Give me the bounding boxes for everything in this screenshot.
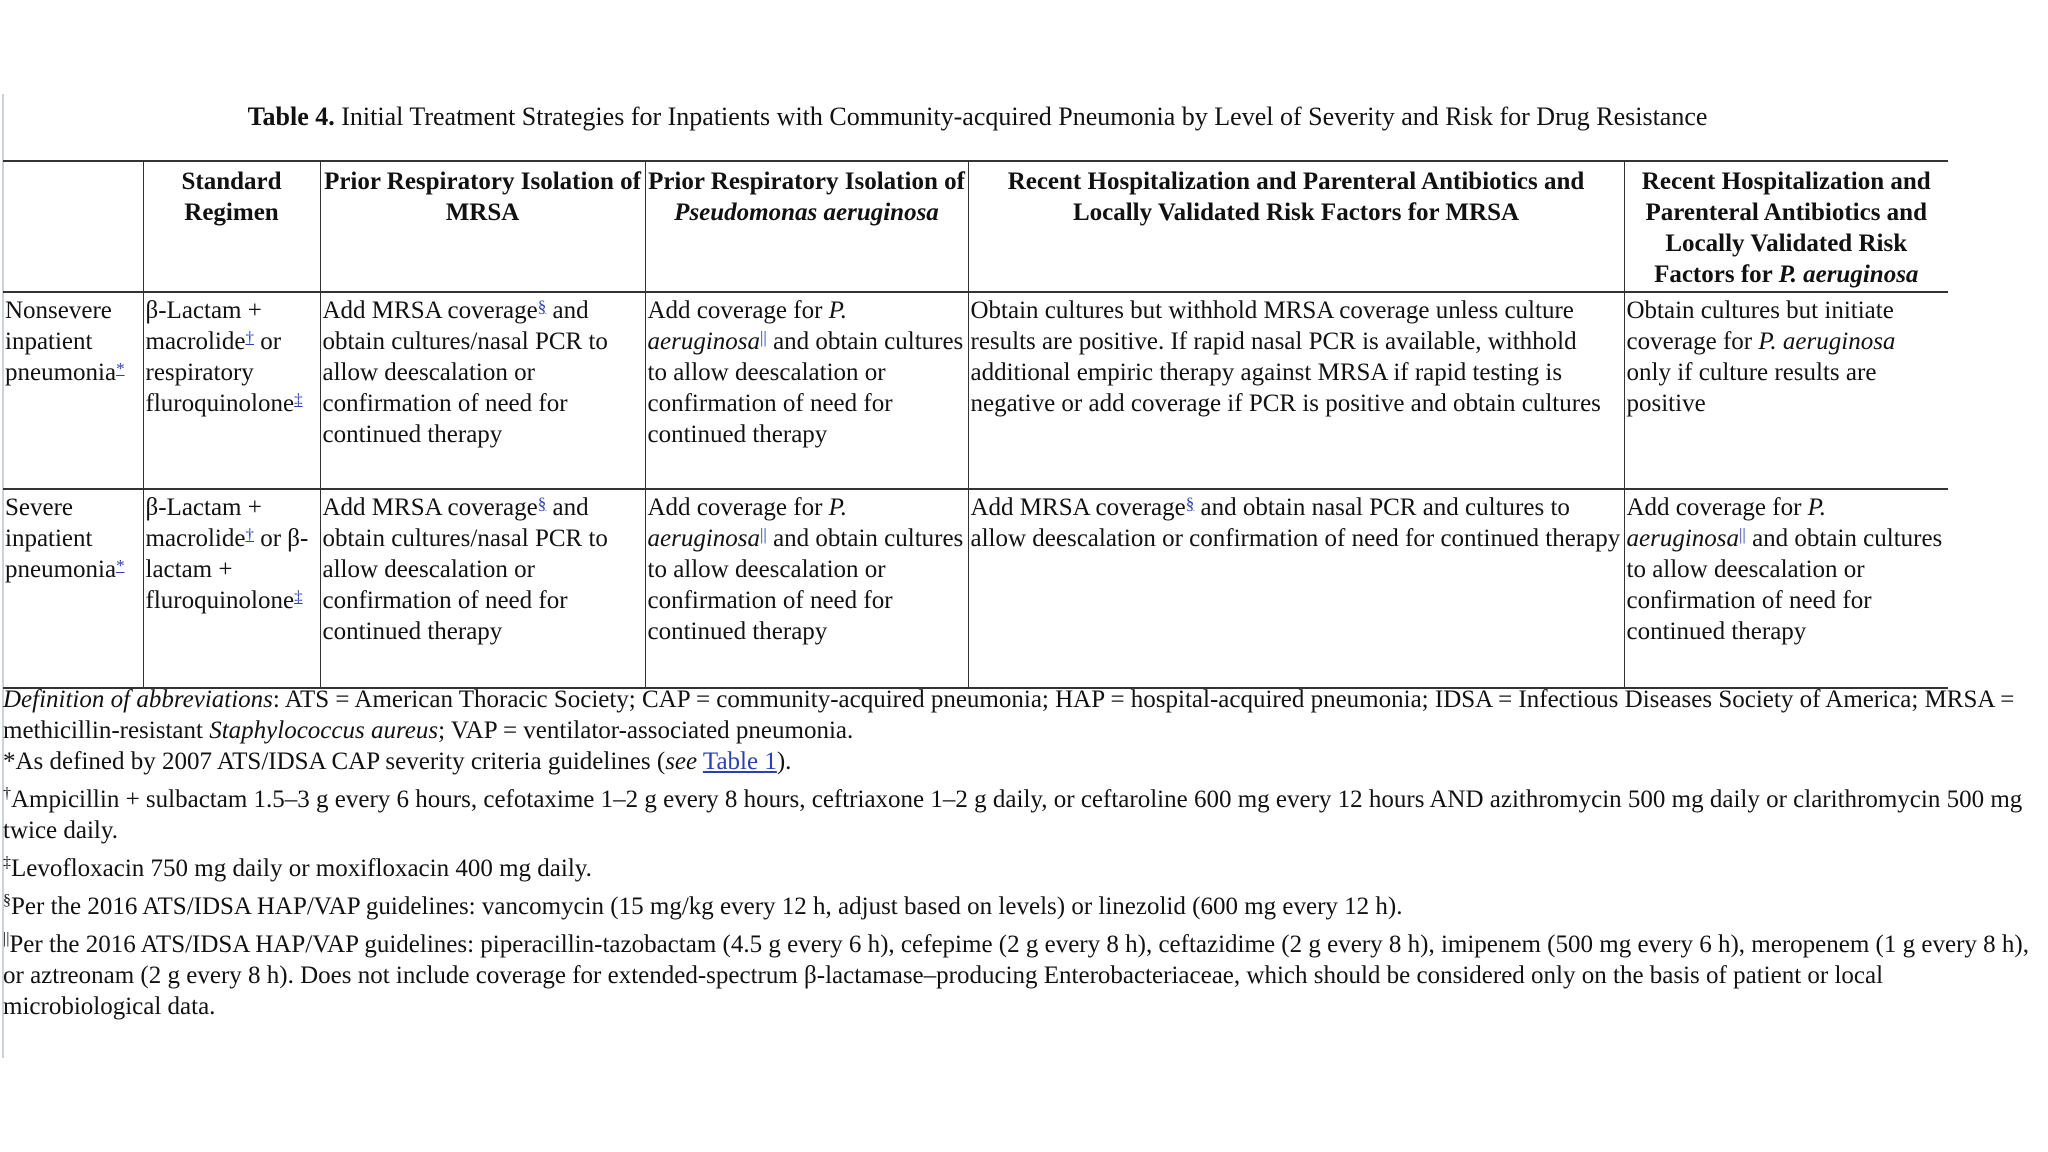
cell-text: Add MRSA coverage	[970, 494, 1186, 521]
footnote-link-parallel[interactable]: ||	[1739, 525, 1746, 544]
cell-text: Add MRSA coverage	[322, 297, 538, 324]
cell-text: β-Lactam + macrolide	[145, 297, 262, 355]
row-label-nonsevere	[3, 292, 143, 489]
cell-text: or respiratory fluroquinolone	[145, 328, 295, 417]
footnote-symbol: §	[3, 892, 11, 909]
cell-text: and obtain cultures/nasal PCR to allow deescalation or confirmation of need for continued therapy	[322, 494, 608, 645]
cell-standard-regimen	[143, 292, 320, 489]
cell-text: Obtain cultures but withhold MRSA coverage unless culture results are positive. If rapid nasal PCR is available, withhold additional empiric therapy against MRSA if rapid testing is negative or add coverage if PCR is positive and obtain cultures	[970, 297, 1601, 417]
cell-text: β-Lactam + macrolide	[145, 494, 262, 552]
footnote-organism: Staphylococcus aureus	[209, 717, 439, 744]
cell-recent-hosp-pseudomonas	[1624, 489, 1948, 688]
footnote-link-section[interactable]: §	[1185, 494, 1195, 513]
table-footnotes	[3, 684, 2043, 1029]
footnote-text: Per the 2016 ATS/IDSA HAP/VAP guidelines: piperacillin-tazobactam (4.5 g every 6 h), cefepime (2 g every 8 h), ceftazidime (2 g every 8 h), imipenem (500 mg every 6 h), meropenem (1 g every 8 h), or aztreonam (2 g every 8 h). Does not include coverage for extended-spectrum β-lactamase–producing Enterobacteriaceae, which should be considered only on the basis of patient or local microbiological data.	[3, 931, 2029, 1020]
footnote-text: Levofloxacin 750 mg daily or moxifloxacin 400 mg daily.	[11, 855, 592, 882]
footnote-text: ; VAP = ventilator-associated pneumonia.	[438, 717, 854, 744]
cell-prior-mrsa	[320, 292, 645, 489]
footnote-link-section[interactable]: §	[537, 297, 547, 316]
cell-recent-hosp-mrsa	[968, 489, 1624, 688]
table-row-nonsevere	[3, 292, 1948, 489]
table-caption-label: Table 4.	[247, 102, 335, 131]
header-empty	[3, 161, 143, 292]
footnote-text: *As defined by 2007 ATS/IDSA CAP severity criteria guidelines (	[3, 748, 666, 775]
footnote-text: : ATS = American Thoracic Society; CAP = community-acquired pneumonia; HAP = hospital-acquired pneumonia; IDSA = Infectious Diseases Society of America; MRSA = methicillin-resistant	[3, 686, 2015, 744]
cell-text: Add MRSA coverage	[322, 494, 538, 521]
footnote-text: ).	[776, 748, 792, 775]
header-recent-hosp-pseudomonas-organism: P. aeruginosa	[1778, 261, 1919, 288]
cell-prior-pseudomonas	[645, 292, 968, 489]
header-prior-pseudomonas-text: Prior Respiratory Isolation of	[648, 168, 965, 195]
footnote-link-parallel[interactable]: ||	[760, 525, 767, 544]
footnote-text: Ampicillin + sulbactam 1.5–3 g every 6 hours, cefotaxime 1–2 g every 8 hours, ceftriaxone 1–2 g daily, or ceftaroline 600 mg every 12 hours AND azithromycin 500 mg daily or clarithromycin 500 mg twice daily.	[3, 786, 2023, 844]
cell-recent-hosp-mrsa	[968, 292, 1624, 489]
abbreviations-label: Definition of abbreviations	[3, 686, 273, 713]
footnote-symbol: ‡	[3, 854, 11, 871]
cell-organism: P. aeruginosa	[647, 297, 847, 355]
cell-text: and obtain nasal PCR and cultures to allow deescalation or confirmation of need for continued therapy	[970, 494, 1621, 552]
cell-organism: P. aeruginosa	[1758, 328, 1896, 355]
footnote-text: Per the 2016 ATS/IDSA HAP/VAP guidelines: vancomycin (15 mg/kg every 12 h, adjust based on levels) or linezolid (600 mg every 12 h).	[11, 893, 1403, 920]
footnote-section	[3, 891, 2043, 922]
table-caption	[0, 100, 1955, 134]
cell-text: Add coverage for	[1626, 494, 1808, 521]
cell-text: and obtain cultures to allow deescalation or confirmation of need for continued therapy	[647, 328, 964, 448]
footnote-link-dagger[interactable]: †	[245, 525, 254, 544]
footnote-link-double-dagger[interactable]: ‡	[294, 587, 303, 606]
treatment-table	[3, 160, 1948, 689]
cell-text: and obtain cultures to allow deescalation or confirmation of need for continued therapy	[647, 525, 964, 645]
footnote-parallel	[3, 929, 2043, 1022]
cell-recent-hosp-pseudomonas	[1624, 292, 1948, 489]
row-label-text: Nonsevere inpatient pneumonia	[5, 297, 117, 386]
row-label-severe	[3, 489, 143, 688]
footnote-link-star[interactable]: *	[116, 556, 125, 575]
footnote-link-dagger[interactable]: †	[245, 328, 254, 347]
footnote-see: see	[665, 748, 698, 775]
header-recent-hosp-pseudomonas	[1624, 161, 1948, 292]
cell-prior-pseudomonas	[645, 489, 968, 688]
header-prior-pseudomonas-organism: Pseudomonas aeruginosa	[674, 199, 939, 226]
footnote-double-dagger	[3, 853, 2043, 884]
cell-prior-mrsa	[320, 489, 645, 688]
footnote-symbol: ||	[3, 930, 10, 947]
table-row-severe	[3, 489, 1948, 688]
cell-organism: P. aeruginosa	[1626, 494, 1826, 552]
table-1-link[interactable]: Table 1	[702, 748, 777, 775]
table-header-row	[3, 161, 1948, 292]
footnote-link-section[interactable]: §	[537, 494, 547, 513]
footnote-symbol: †	[3, 785, 11, 802]
footnote-link-double-dagger[interactable]: ‡	[294, 390, 303, 409]
cell-organism: P. aeruginosa	[647, 494, 847, 552]
header-prior-mrsa: Prior Respiratory Isolation of MRSA	[320, 161, 645, 292]
cell-text: and obtain cultures to allow deescalation or confirmation of need for continued therapy	[1626, 525, 1943, 645]
cell-text: Obtain cultures but initiate coverage for	[1626, 297, 1894, 355]
cell-text: and obtain cultures/nasal PCR to allow deescalation or confirmation of need for continued therapy	[322, 297, 608, 448]
table-caption-text: Initial Treatment Strategies for Inpatients with Community-acquired Pneumonia by Level of Severity and Risk for Drug Resistance	[341, 102, 1708, 131]
cell-text: Add coverage for	[647, 297, 829, 324]
footnote-link-parallel[interactable]: ||	[760, 328, 767, 347]
cell-text: Add coverage for	[647, 494, 829, 521]
footnote-abbreviations	[3, 684, 2043, 746]
cell-text: or β-lactam + fluroquinolone	[145, 525, 309, 614]
footnote-star	[3, 746, 2043, 777]
header-prior-pseudomonas	[645, 161, 968, 292]
footnote-dagger	[3, 784, 2043, 846]
header-standard-regimen: Standard Regimen	[143, 161, 320, 292]
row-label-text: Severe inpatient pneumonia	[5, 494, 117, 583]
header-recent-hosp-mrsa: Recent Hospitalization and Parenteral Antibiotics and Locally Validated Risk Factors for MRSA	[968, 161, 1624, 292]
cell-standard-regimen	[143, 489, 320, 688]
header-recent-hosp-pseudomonas-text: Recent Hospitalization and Parenteral Antibiotics and Locally Validated Risk Factors for	[1641, 168, 1931, 288]
footnote-link-star[interactable]: *	[116, 359, 125, 378]
cell-text: only if culture results are positive	[1626, 359, 1877, 417]
